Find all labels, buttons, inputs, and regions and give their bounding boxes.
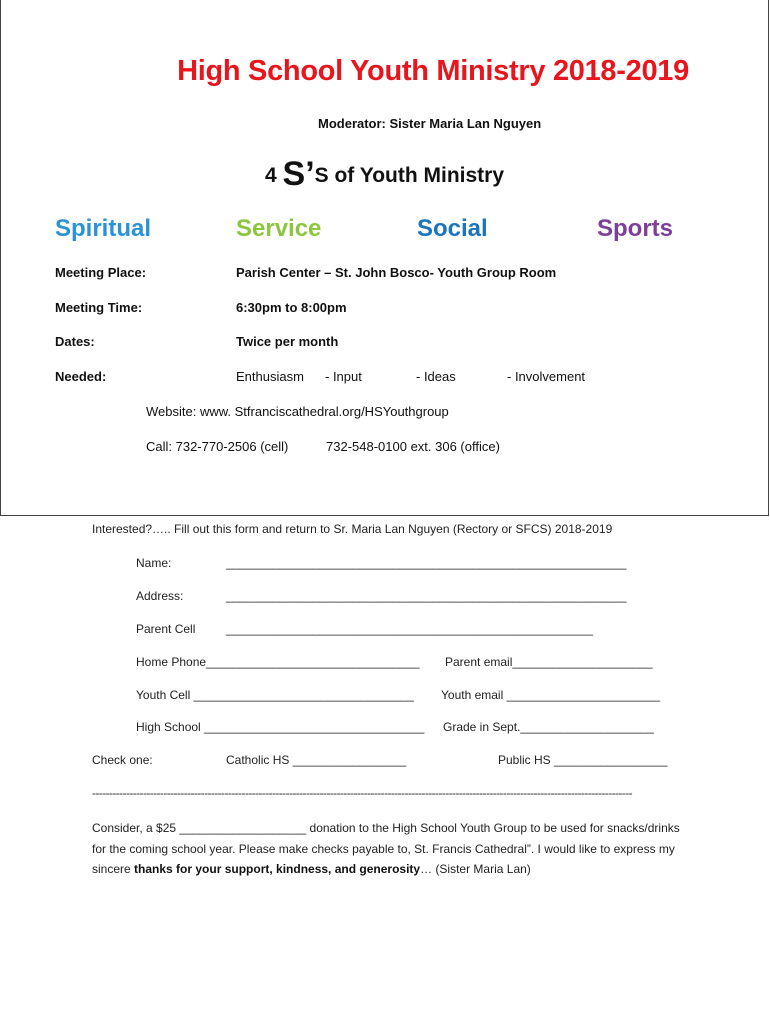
needed-label: Needed: — [55, 369, 107, 384]
four-s-big: S’ — [282, 155, 315, 193]
dates-label: Dates: — [55, 334, 95, 349]
donation-thanks: thanks for your support, kindness, and generosity — [134, 862, 421, 876]
meeting-place-label: Meeting Place: — [55, 265, 147, 280]
cut-line: --------------------------------------------------------------------------------------------------------------------------------------------------------------- — [92, 786, 632, 800]
parent-cell-field[interactable]: _______________________________________________________ — [226, 622, 594, 636]
dates-value: Twice per month — [236, 334, 339, 349]
page-title: High School Youth Ministry 2018-2019 — [177, 55, 689, 87]
public-hs-option[interactable]: Public HS _________________ — [498, 753, 668, 767]
high-school-field[interactable]: High School _________________________________ — [136, 720, 425, 734]
four-s-heading — [265, 152, 504, 191]
youth-cell-field[interactable]: Youth Cell _________________________________ — [136, 688, 414, 702]
name-label: Name: — [136, 556, 172, 570]
form-intro: Interested?….. Fill out this form and return to Sr. Maria Lan Nguyen (Rectory or SFCS) 2018-2019 — [92, 522, 613, 536]
check-one-label: Check one: — [92, 753, 153, 767]
call-office: 732-548-0100 ext. 306 (office) — [326, 439, 500, 454]
needed-ideas: - Ideas — [416, 369, 456, 384]
pillar-service: Service — [236, 215, 322, 242]
meeting-place-value: Parish Center – St. John Bosco- Youth Group Room — [236, 265, 557, 280]
four-s-rest: S of Youth Ministry — [314, 164, 505, 187]
call-cell: Call: 732-770-2506 (cell) — [146, 439, 289, 454]
meeting-time-value: 6:30pm to 8:00pm — [236, 300, 347, 315]
four-s-prefix: 4 — [265, 164, 283, 187]
catholic-hs-option[interactable]: Catholic HS _________________ — [226, 753, 407, 767]
pillar-social: Social — [417, 215, 488, 242]
meeting-time-label: Meeting Time: — [55, 300, 143, 315]
donation-paragraph — [92, 818, 697, 880]
address-field[interactable]: ____________________________________________________________ — [226, 589, 627, 603]
needed-involvement: - Involvement — [507, 369, 586, 384]
youth-email-field[interactable]: Youth email _______________________ — [441, 688, 661, 702]
address-label: Address: — [136, 589, 184, 603]
donation-text-1: Consider, a $25 ___________________ donation to the High School Youth Group to be used for snacks/drinks for the coming school year. Please make checks payable to, St. Francis Cathedral”. I would like to express my sincere — [92, 821, 680, 876]
home-phone-field[interactable]: Home Phone________________________________ — [136, 655, 420, 669]
website-line: Website: www. Stfranciscathedral.org/HSYouthgroup — [146, 404, 449, 419]
donation-text-2: … (Sister Maria Lan) — [420, 862, 531, 876]
name-field[interactable]: ____________________________________________________________ — [226, 556, 627, 570]
pillar-spiritual: Spiritual — [55, 215, 152, 242]
pillar-sports: Sports — [597, 215, 674, 242]
moderator-line: Moderator: Sister Maria Lan Nguyen — [318, 116, 542, 131]
needed-enthusiasm: Enthusiasm — [236, 369, 304, 384]
parent-email-field[interactable]: Parent email_____________________ — [445, 655, 653, 669]
grade-field[interactable]: Grade in Sept.____________________ — [443, 720, 654, 734]
needed-input: - Input — [325, 369, 362, 384]
parent-cell-label: Parent Cell — [136, 622, 196, 636]
